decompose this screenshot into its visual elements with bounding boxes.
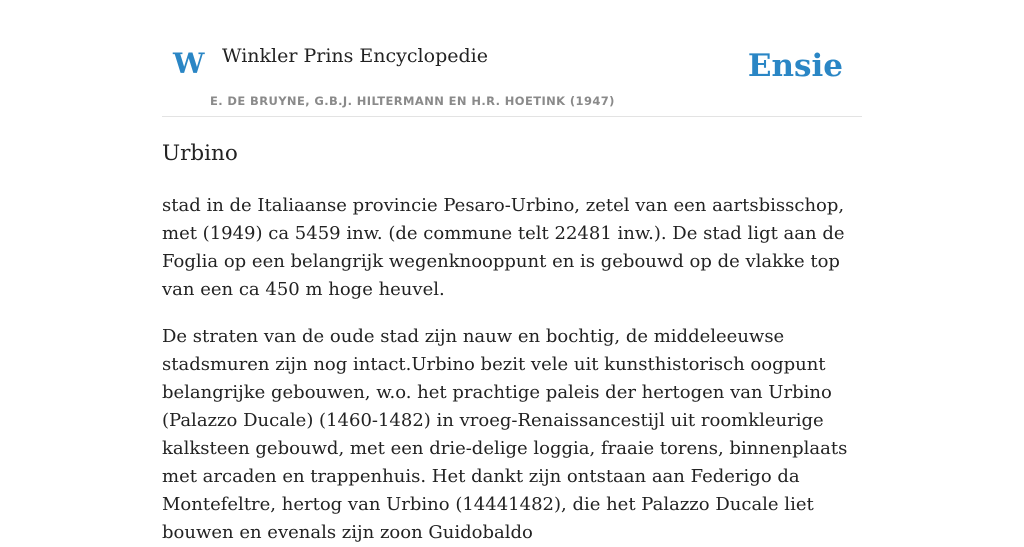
article [162,138,862,547]
article-body [162,192,862,547]
source-title[interactable]: Winkler Prins Encyclopedie [222,45,488,67]
article-paragraph: De straten van de oude stad zijn nauw en bochtig, de middeleeuwse stadsmuren zijn nog intact.Urbino bezit vele uit kunsthistorisch oogpunt belangrijke gebouwen, w.o. het prachtige paleis der hertogen van Urbino (Palazzo Ducale) (1460-1482) in vroeg-Renaissancestijl uit roomkleurige kalksteen gebouwd, met een drie-delige loggia, fraaie torens, binnenplaats met arcaden en trappenhuis. Het dankt zijn ontstaan aan Federigo da Montefeltre, hertog van Urbino (14441482), die het Palazzo Ducale liet bouwen en evenals zijn zoon Guidobaldo [162,326,848,543]
article-title: Urbino [162,141,238,166]
source-header [162,0,862,117]
source-logo[interactable]: W [173,47,205,80]
source-authors: E. DE BRUYNE, G.B.J. HILTERMANN EN H.R. HOETINK (1947) [210,94,615,108]
article-paragraph: stad in de Italiaanse provincie Pesaro-Urbino, zetel van een aartsbisschop, met (1949) ca 5459 inw. (de commune telt 22481 inw.). De stad ligt aan de Foglia op een belangrijk wegenknooppunt en is gebouwd op de vlakke top van een ca 450 m hoge heuvel. [162,195,845,300]
brand-logo[interactable]: Ensie [747,48,843,84]
